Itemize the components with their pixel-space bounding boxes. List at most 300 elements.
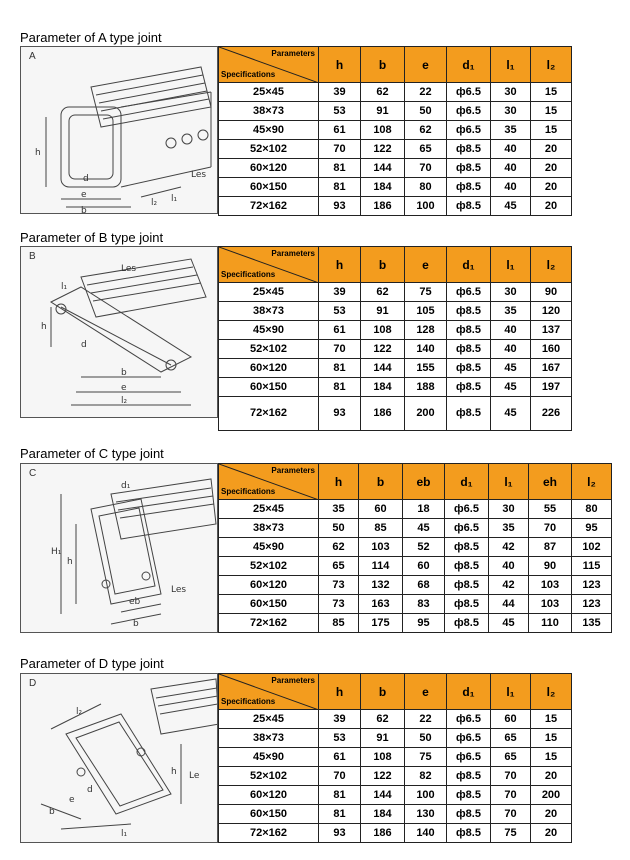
column-header: l₁ bbox=[491, 674, 531, 710]
table-cell: 85 bbox=[359, 519, 403, 538]
label-d: d bbox=[87, 785, 93, 795]
column-header: d₁ bbox=[447, 674, 491, 710]
table-corner-header bbox=[219, 674, 319, 710]
table-row bbox=[219, 576, 612, 595]
b-type-parameter-table bbox=[218, 246, 572, 431]
column-header: h bbox=[319, 464, 359, 500]
label-e: e bbox=[69, 795, 75, 805]
spec-cell: 60×150 bbox=[219, 378, 319, 397]
column-header: d₁ bbox=[445, 464, 489, 500]
table-cell: 20 bbox=[531, 197, 572, 216]
table-cell: 45 bbox=[491, 359, 531, 378]
column-header: l₂ bbox=[531, 47, 572, 83]
table-row bbox=[219, 359, 572, 378]
spec-cell: 25×45 bbox=[219, 83, 319, 102]
table-cell: 70 bbox=[529, 519, 572, 538]
table-row bbox=[219, 805, 572, 824]
table-cell: 55 bbox=[529, 500, 572, 519]
table-cell: 144 bbox=[361, 359, 405, 378]
chain-joint-sketch bbox=[21, 247, 218, 418]
table-cell: 75 bbox=[405, 283, 447, 302]
drawing-letter: C bbox=[29, 468, 37, 479]
table-cell: ф8.5 bbox=[445, 576, 489, 595]
table-row bbox=[219, 378, 572, 397]
table-cell: ф8.5 bbox=[447, 824, 491, 843]
section-title: Parameter of D type joint bbox=[20, 656, 164, 671]
specifications-label: Specifications bbox=[221, 487, 276, 496]
column-header: l₂ bbox=[531, 674, 572, 710]
d-type-joint-drawing bbox=[20, 673, 218, 843]
column-header: l₁ bbox=[489, 464, 529, 500]
table-cell: 184 bbox=[361, 178, 405, 197]
table-row bbox=[219, 786, 572, 805]
table-cell: 42 bbox=[489, 576, 529, 595]
table-cell: 114 bbox=[359, 557, 403, 576]
table-cell: 20 bbox=[531, 159, 572, 178]
table-cell: 200 bbox=[531, 786, 572, 805]
table-row bbox=[219, 767, 572, 786]
spec-cell: 25×45 bbox=[219, 500, 319, 519]
table-cell: 45 bbox=[491, 197, 531, 216]
table-cell: 90 bbox=[529, 557, 572, 576]
label-b: b bbox=[49, 807, 55, 817]
table-cell: 103 bbox=[529, 595, 572, 614]
table-row bbox=[219, 595, 612, 614]
table-cell: 186 bbox=[361, 824, 405, 843]
column-header: e bbox=[405, 674, 447, 710]
table-cell: 20 bbox=[531, 140, 572, 159]
table-cell: 60 bbox=[359, 500, 403, 519]
spec-cell: 45×90 bbox=[219, 748, 319, 767]
spec-cell: 25×45 bbox=[219, 710, 319, 729]
table-cell: 65 bbox=[319, 557, 359, 576]
table-cell: 91 bbox=[361, 302, 405, 321]
table-cell: 100 bbox=[405, 786, 447, 805]
table-cell: 93 bbox=[319, 397, 361, 431]
table-cell: 175 bbox=[359, 614, 403, 633]
table-cell: 22 bbox=[405, 83, 447, 102]
c-type-parameter-table bbox=[218, 463, 612, 633]
label-d1: d₁ bbox=[121, 481, 131, 491]
column-header: eh bbox=[529, 464, 572, 500]
table-cell: ф6.5 bbox=[445, 500, 489, 519]
table-cell: ф6.5 bbox=[447, 710, 491, 729]
table-cell: 85 bbox=[319, 614, 359, 633]
table-cell: 184 bbox=[361, 378, 405, 397]
table-cell: 108 bbox=[361, 321, 405, 340]
table-cell: 62 bbox=[361, 710, 405, 729]
specifications-label: Specifications bbox=[221, 270, 276, 279]
label-l1: l₁ bbox=[121, 829, 128, 839]
table-cell: 75 bbox=[405, 748, 447, 767]
column-header: l₁ bbox=[491, 247, 531, 283]
parameters-label: Parameters bbox=[271, 676, 315, 685]
table-cell: ф8.5 bbox=[447, 359, 491, 378]
table-cell: 53 bbox=[319, 302, 361, 321]
table-cell: 95 bbox=[403, 614, 445, 633]
spec-cell: 38×73 bbox=[219, 102, 319, 121]
table-cell: 102 bbox=[572, 538, 612, 557]
section-title: Parameter of B type joint bbox=[20, 230, 164, 245]
spec-cell: 72×162 bbox=[219, 397, 319, 431]
table-cell: 50 bbox=[405, 729, 447, 748]
table-cell: 80 bbox=[405, 178, 447, 197]
table-row bbox=[219, 83, 572, 102]
column-header: d₁ bbox=[447, 247, 491, 283]
table-cell: 81 bbox=[319, 805, 361, 824]
table-cell: 130 bbox=[405, 805, 447, 824]
table-cell: 60 bbox=[403, 557, 445, 576]
table-cell: 20 bbox=[531, 178, 572, 197]
table-cell: 61 bbox=[319, 321, 361, 340]
label-eb: eb bbox=[129, 597, 141, 607]
table-row bbox=[219, 302, 572, 321]
spec-cell: 72×162 bbox=[219, 824, 319, 843]
table-cell: 155 bbox=[405, 359, 447, 378]
label-d: d bbox=[81, 340, 87, 350]
column-header: h bbox=[319, 47, 361, 83]
table-cell: 95 bbox=[572, 519, 612, 538]
column-header: h bbox=[319, 674, 361, 710]
table-cell: ф8.5 bbox=[445, 557, 489, 576]
table-cell: 73 bbox=[319, 595, 359, 614]
parameters-label: Parameters bbox=[271, 466, 315, 475]
label-l2: l₂ bbox=[151, 198, 158, 208]
table-cell: 62 bbox=[361, 283, 405, 302]
spec-cell: 38×73 bbox=[219, 729, 319, 748]
table-cell: 82 bbox=[405, 767, 447, 786]
table-cell: 40 bbox=[491, 178, 531, 197]
table-cell: 91 bbox=[361, 102, 405, 121]
table-cell: 15 bbox=[531, 748, 572, 767]
table-cell: 167 bbox=[531, 359, 572, 378]
table-cell: ф8.5 bbox=[447, 397, 491, 431]
chain-joint-sketch bbox=[21, 674, 218, 843]
section-title: Parameter of A type joint bbox=[20, 30, 162, 45]
label-b: b bbox=[121, 368, 127, 378]
table-cell: 70 bbox=[319, 767, 361, 786]
table-cell: 18 bbox=[403, 500, 445, 519]
table-cell: 144 bbox=[361, 159, 405, 178]
table-cell: 140 bbox=[405, 824, 447, 843]
table-cell: 87 bbox=[529, 538, 572, 557]
table-cell: 103 bbox=[529, 576, 572, 595]
table-row bbox=[219, 519, 612, 538]
spec-cell: 38×73 bbox=[219, 519, 319, 538]
specifications-label: Specifications bbox=[221, 70, 276, 79]
column-header: h bbox=[319, 247, 361, 283]
table-corner-header bbox=[219, 47, 319, 83]
column-header: b bbox=[361, 247, 405, 283]
table-cell: 93 bbox=[319, 824, 361, 843]
label-l2: l₂ bbox=[121, 396, 128, 406]
table-cell: 22 bbox=[405, 710, 447, 729]
spec-cell: 45×90 bbox=[219, 321, 319, 340]
label-e: e bbox=[81, 190, 87, 200]
label-h: h bbox=[67, 557, 73, 567]
table-cell: ф8.5 bbox=[447, 321, 491, 340]
table-row bbox=[219, 140, 572, 159]
table-cell: 62 bbox=[319, 538, 359, 557]
label-les: Les bbox=[121, 264, 137, 274]
spec-cell: 60×120 bbox=[219, 786, 319, 805]
d-type-parameter-table bbox=[218, 673, 572, 843]
table-cell: 30 bbox=[489, 500, 529, 519]
table-cell: 65 bbox=[491, 729, 531, 748]
table-cell: ф8.5 bbox=[447, 140, 491, 159]
table-cell: 20 bbox=[531, 767, 572, 786]
table-cell: 70 bbox=[491, 805, 531, 824]
table-row bbox=[219, 283, 572, 302]
label-l2: l₂ bbox=[76, 707, 83, 717]
table-cell: 50 bbox=[319, 519, 359, 538]
table-cell: 75 bbox=[491, 824, 531, 843]
table-cell: 20 bbox=[531, 805, 572, 824]
spec-cell: 72×162 bbox=[219, 614, 319, 633]
table-cell: ф8.5 bbox=[445, 538, 489, 557]
table-cell: ф8.5 bbox=[445, 614, 489, 633]
column-header: l₁ bbox=[491, 47, 531, 83]
table-cell: 100 bbox=[405, 197, 447, 216]
label-h1: H₁ bbox=[51, 547, 62, 557]
table-cell: 144 bbox=[361, 786, 405, 805]
table-row bbox=[219, 500, 612, 519]
chain-joint-sketch bbox=[21, 47, 218, 214]
table-cell: 61 bbox=[319, 121, 361, 140]
spec-cell: 52×102 bbox=[219, 340, 319, 359]
spec-cell: 52×102 bbox=[219, 140, 319, 159]
table-cell: 50 bbox=[405, 102, 447, 121]
table-cell: 115 bbox=[572, 557, 612, 576]
column-header: eb bbox=[403, 464, 445, 500]
label-e: e bbox=[121, 383, 127, 393]
table-row bbox=[219, 614, 612, 633]
table-row bbox=[219, 159, 572, 178]
table-cell: 39 bbox=[319, 283, 361, 302]
table-cell: 135 bbox=[572, 614, 612, 633]
table-cell: 140 bbox=[405, 340, 447, 359]
table-cell: 81 bbox=[319, 378, 361, 397]
table-cell: 108 bbox=[361, 748, 405, 767]
table-cell: 35 bbox=[491, 302, 531, 321]
table-row bbox=[219, 710, 572, 729]
table-cell: 108 bbox=[361, 121, 405, 140]
spec-cell: 25×45 bbox=[219, 283, 319, 302]
table-row bbox=[219, 557, 612, 576]
table-corner-header bbox=[219, 247, 319, 283]
table-row bbox=[219, 397, 572, 431]
spec-cell: 60×120 bbox=[219, 359, 319, 378]
label-h: h bbox=[171, 767, 177, 777]
table-cell: 60 bbox=[491, 710, 531, 729]
table-cell: 128 bbox=[405, 321, 447, 340]
table-cell: ф6.5 bbox=[447, 729, 491, 748]
table-cell: 163 bbox=[359, 595, 403, 614]
table-cell: 186 bbox=[361, 397, 405, 431]
table-cell: ф6.5 bbox=[447, 83, 491, 102]
table-cell: 20 bbox=[531, 824, 572, 843]
table-cell: 83 bbox=[403, 595, 445, 614]
table-cell: 15 bbox=[531, 710, 572, 729]
drawing-letter: D bbox=[29, 678, 37, 689]
table-cell: 15 bbox=[531, 729, 572, 748]
chain-joint-sketch bbox=[21, 464, 218, 633]
table-cell: 40 bbox=[491, 321, 531, 340]
table-cell: 110 bbox=[529, 614, 572, 633]
spec-cell: 45×90 bbox=[219, 538, 319, 557]
table-cell: 35 bbox=[319, 500, 359, 519]
table-row bbox=[219, 538, 612, 557]
table-cell: ф8.5 bbox=[447, 178, 491, 197]
table-cell: 45 bbox=[403, 519, 445, 538]
spec-cell: 52×102 bbox=[219, 557, 319, 576]
a-type-joint-drawing bbox=[20, 46, 218, 214]
table-cell: 93 bbox=[319, 197, 361, 216]
label-les: Les bbox=[171, 585, 187, 595]
table-cell: 70 bbox=[319, 140, 361, 159]
c-type-joint-drawing bbox=[20, 463, 218, 633]
table-cell: 81 bbox=[319, 359, 361, 378]
label-h: h bbox=[41, 322, 47, 332]
label-l1: l₁ bbox=[61, 282, 68, 292]
label-le: Le bbox=[189, 771, 200, 781]
table-cell: 35 bbox=[491, 121, 531, 140]
table-cell: 137 bbox=[531, 321, 572, 340]
table-cell: 62 bbox=[405, 121, 447, 140]
table-cell: 35 bbox=[489, 519, 529, 538]
column-header: b bbox=[361, 674, 405, 710]
table-cell: 132 bbox=[359, 576, 403, 595]
spec-cell: 60×120 bbox=[219, 159, 319, 178]
table-cell: ф8.5 bbox=[447, 302, 491, 321]
spec-cell: 52×102 bbox=[219, 767, 319, 786]
label-d: d bbox=[83, 174, 89, 184]
table-cell: 197 bbox=[531, 378, 572, 397]
table-row bbox=[219, 748, 572, 767]
table-cell: 105 bbox=[405, 302, 447, 321]
table-cell: 42 bbox=[489, 538, 529, 557]
table-cell: 45 bbox=[489, 614, 529, 633]
column-header: e bbox=[405, 247, 447, 283]
spec-cell: 60×120 bbox=[219, 576, 319, 595]
drawing-letter: A bbox=[29, 51, 36, 62]
table-cell: 122 bbox=[361, 340, 405, 359]
table-row bbox=[219, 121, 572, 140]
table-row bbox=[219, 178, 572, 197]
table-cell: 73 bbox=[319, 576, 359, 595]
spec-cell: 45×90 bbox=[219, 121, 319, 140]
table-cell: 45 bbox=[491, 397, 531, 431]
table-cell: 39 bbox=[319, 710, 361, 729]
column-header: l₂ bbox=[531, 247, 572, 283]
table-cell: 40 bbox=[491, 340, 531, 359]
table-cell: 81 bbox=[319, 178, 361, 197]
table-cell: 70 bbox=[405, 159, 447, 178]
table-cell: 70 bbox=[319, 340, 361, 359]
label-l1: l₁ bbox=[171, 194, 178, 204]
table-row bbox=[219, 824, 572, 843]
table-cell: 70 bbox=[491, 767, 531, 786]
column-header: d₁ bbox=[447, 47, 491, 83]
table-cell: 120 bbox=[531, 302, 572, 321]
column-header: e bbox=[405, 47, 447, 83]
table-cell: 186 bbox=[361, 197, 405, 216]
spec-cell: 60×150 bbox=[219, 178, 319, 197]
column-header: b bbox=[361, 47, 405, 83]
section-title: Parameter of C type joint bbox=[20, 446, 164, 461]
table-cell: 122 bbox=[361, 140, 405, 159]
table-cell: 80 bbox=[572, 500, 612, 519]
table-row bbox=[219, 340, 572, 359]
table-cell: 53 bbox=[319, 102, 361, 121]
specifications-label: Specifications bbox=[221, 697, 276, 706]
table-cell: ф6.5 bbox=[447, 748, 491, 767]
table-cell: 122 bbox=[361, 767, 405, 786]
table-cell: ф8.5 bbox=[447, 378, 491, 397]
table-cell: ф8.5 bbox=[447, 340, 491, 359]
table-cell: 30 bbox=[491, 102, 531, 121]
label-b: b bbox=[133, 619, 139, 629]
table-cell: 61 bbox=[319, 748, 361, 767]
table-row bbox=[219, 729, 572, 748]
table-row bbox=[219, 197, 572, 216]
spec-cell: 60×150 bbox=[219, 805, 319, 824]
table-cell: ф8.5 bbox=[447, 805, 491, 824]
parameters-label: Parameters bbox=[271, 49, 315, 58]
label-b: b bbox=[81, 206, 87, 215]
table-cell: ф8.5 bbox=[447, 786, 491, 805]
table-cell: 30 bbox=[491, 283, 531, 302]
table-cell: 68 bbox=[403, 576, 445, 595]
table-cell: ф8.5 bbox=[447, 767, 491, 786]
column-header: l₂ bbox=[572, 464, 612, 500]
table-cell: 39 bbox=[319, 83, 361, 102]
table-cell: 188 bbox=[405, 378, 447, 397]
table-cell: 30 bbox=[491, 83, 531, 102]
table-cell: 65 bbox=[491, 748, 531, 767]
spec-cell: 72×162 bbox=[219, 197, 319, 216]
table-cell: 81 bbox=[319, 786, 361, 805]
table-cell: 40 bbox=[491, 159, 531, 178]
b-type-joint-drawing bbox=[20, 246, 218, 418]
table-cell: 160 bbox=[531, 340, 572, 359]
table-cell: ф6.5 bbox=[445, 519, 489, 538]
table-cell: 184 bbox=[361, 805, 405, 824]
table-cell: 65 bbox=[405, 140, 447, 159]
table-cell: ф6.5 bbox=[447, 283, 491, 302]
table-cell: 62 bbox=[361, 83, 405, 102]
table-cell: ф6.5 bbox=[447, 102, 491, 121]
a-type-parameter-table bbox=[218, 46, 572, 216]
spec-cell: 38×73 bbox=[219, 302, 319, 321]
table-cell: 45 bbox=[491, 378, 531, 397]
table-cell: 81 bbox=[319, 159, 361, 178]
table-cell: 90 bbox=[531, 283, 572, 302]
table-cell: 15 bbox=[531, 83, 572, 102]
table-corner-header bbox=[219, 464, 319, 500]
table-cell: ф6.5 bbox=[447, 121, 491, 140]
table-cell: 91 bbox=[361, 729, 405, 748]
label-h: h bbox=[35, 148, 41, 158]
table-cell: 200 bbox=[405, 397, 447, 431]
table-cell: 53 bbox=[319, 729, 361, 748]
table-cell: ф8.5 bbox=[447, 159, 491, 178]
table-row bbox=[219, 321, 572, 340]
table-cell: 70 bbox=[491, 786, 531, 805]
label-les: Les bbox=[191, 170, 207, 180]
table-cell: 52 bbox=[403, 538, 445, 557]
parameters-label: Parameters bbox=[271, 249, 315, 258]
